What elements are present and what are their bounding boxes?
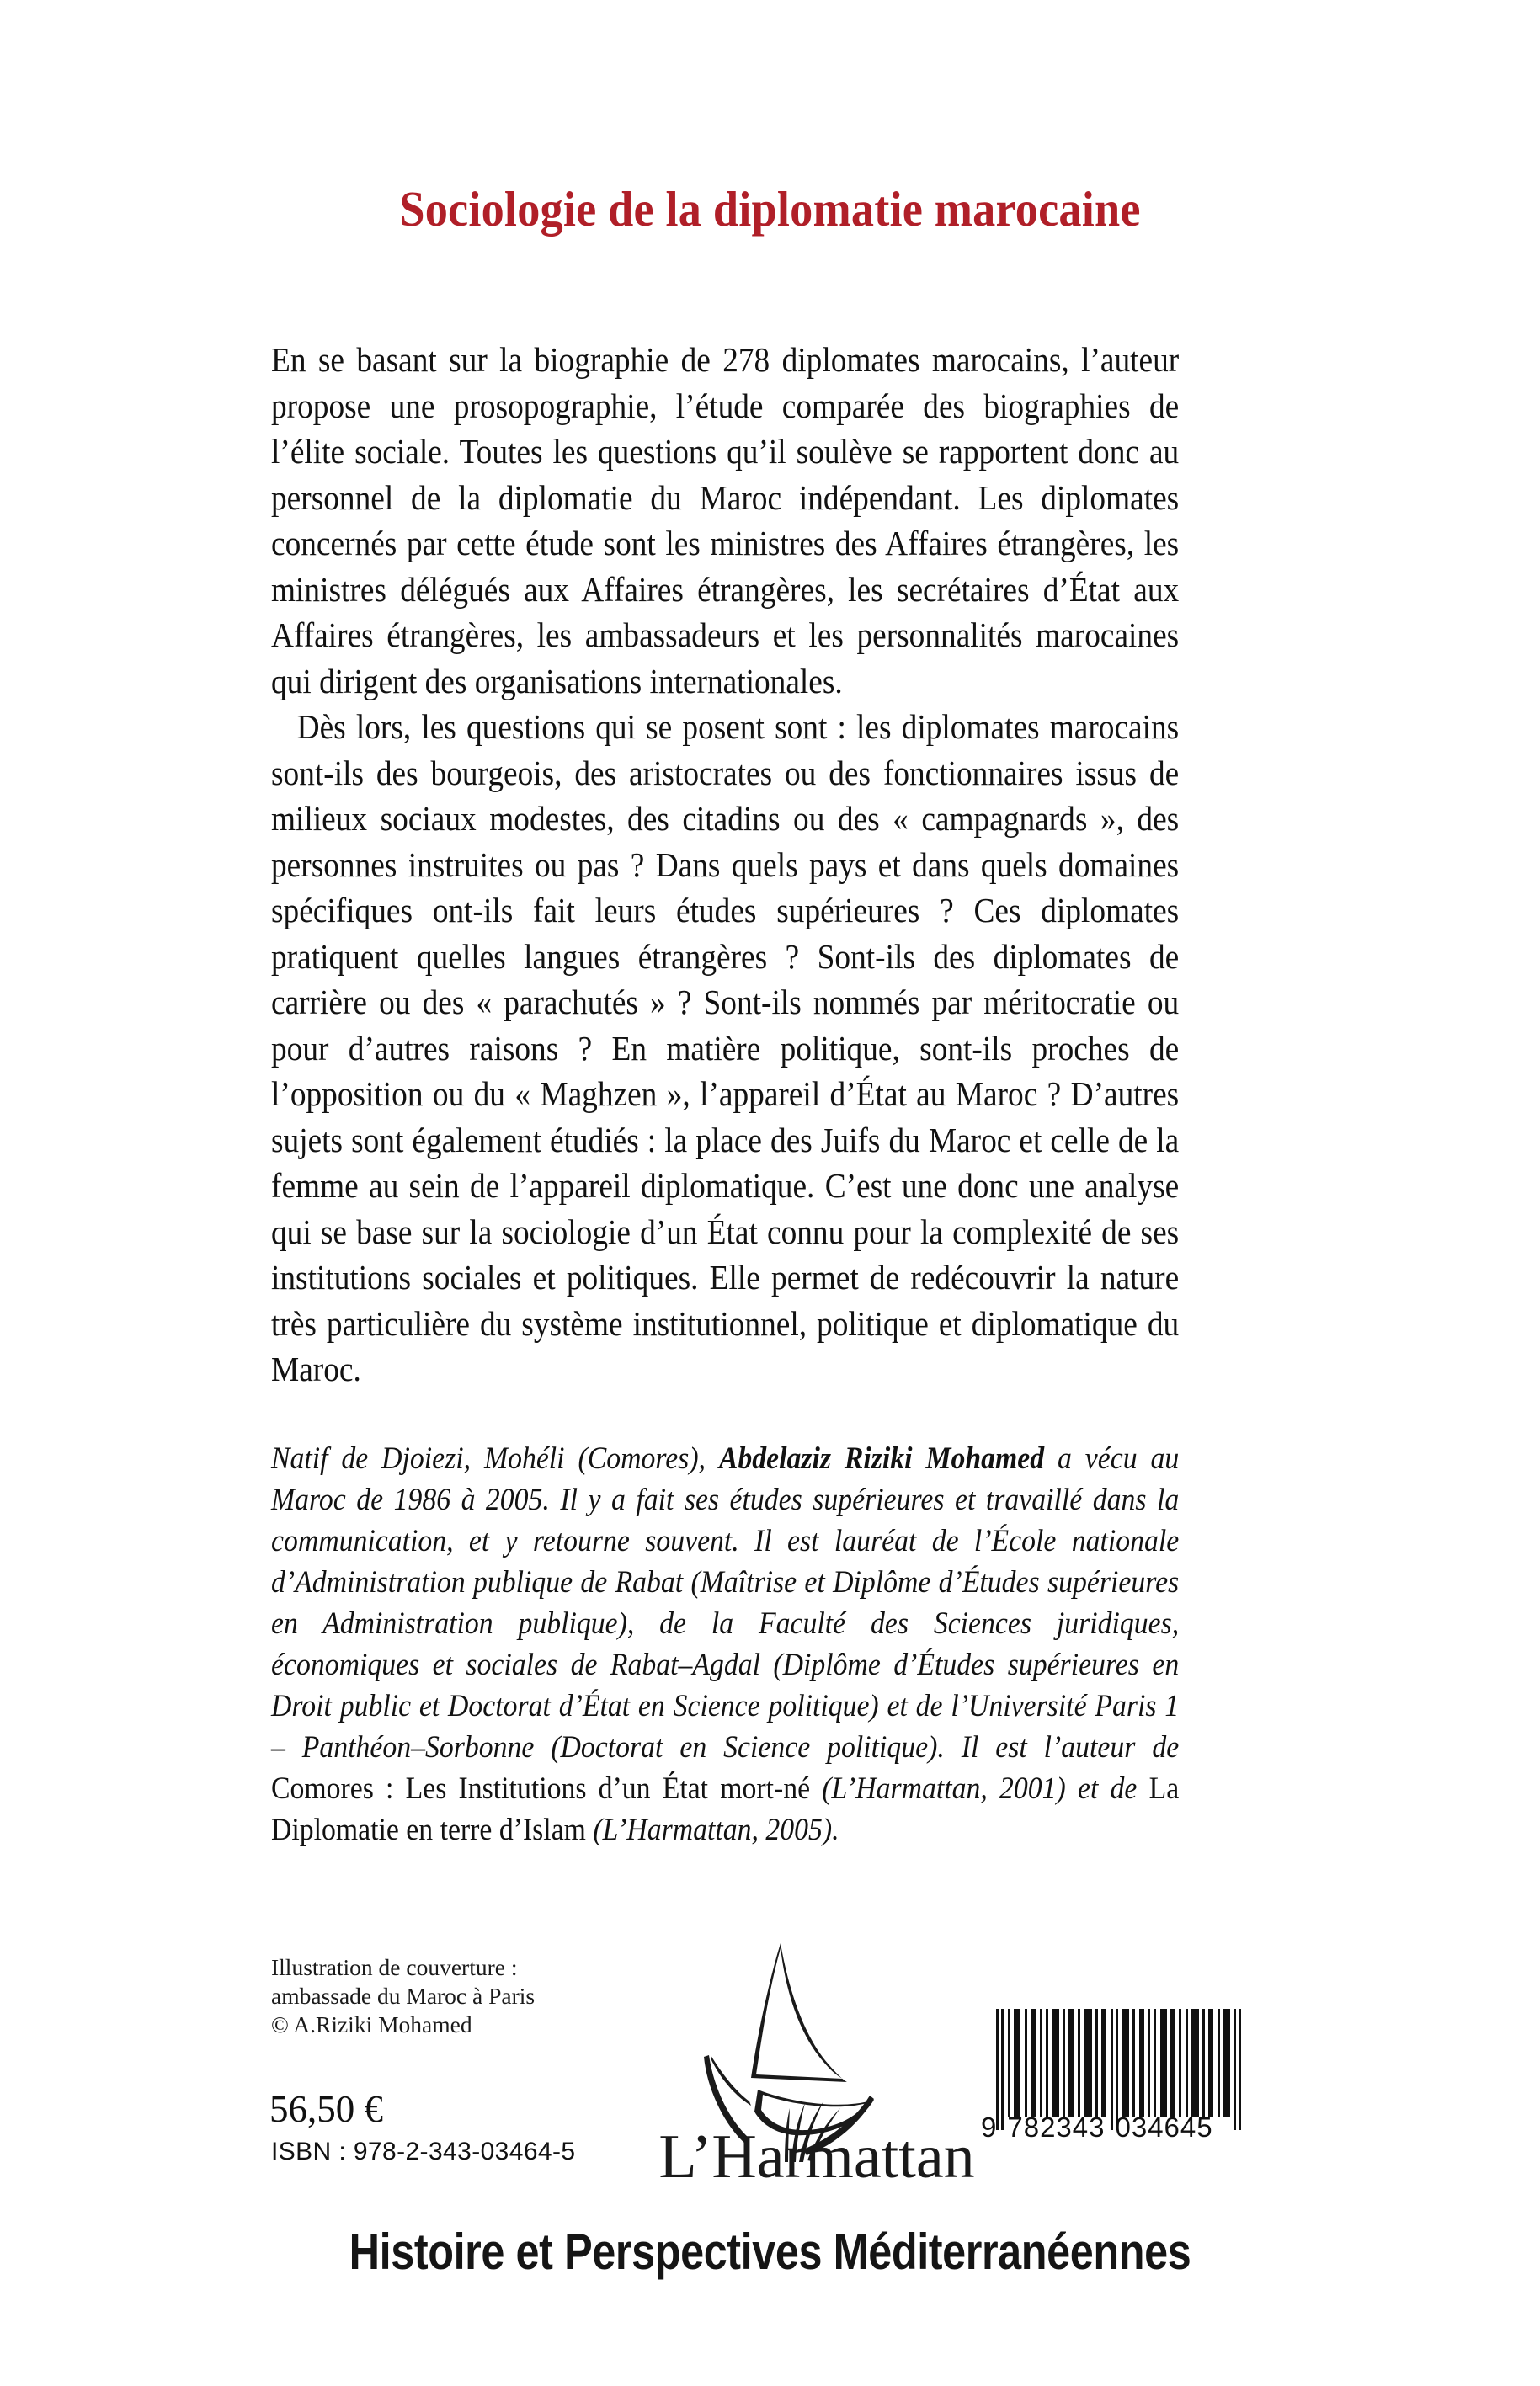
blurb-paragraph-2: Dès lors, les questions qui se posent sont : les diplomates marocains sont-ils des bourgeois, des aristocrates ou des fonctionnaires issus de milieux sociaux modestes, des citadins ou des « campagnards », des personnes instruites ou pas ? Dans quels pays et dans quels domaines spécifiques ont-ils fait leurs études supérieures ? Ces diplomates pratiquent quelles langues étrangères ? Sont-ils des diplomates de carrière ou des « parachutés » ? Sont-ils nommés par méritocratie ou pour d’autres raisons ? En matière politique, sont-ils proches de l’opposition ou du « Maghzen », l’appareil d’État au Maroc ? D’autres sujets sont également étudiés : la place des Juifs du Maroc et celle de la femme au sein de l’appareil diplomatique. C’est une donc une analyse qui se base sur la sociologie d’un État connu pour la complexité de ses institutions sociales et politiques. Elle permet de redécouvrir la nature très particulière du système institutionnel, politique et diplomatique du Maroc. bbox=[271, 707, 1180, 1388]
bio-body: a vécu au Maroc de 1986 à 2005. Il y a fait ses études supérieures et travaillé dans la communication, et y retourne souvent. Il est lauréat de l’École nationale d’Administration publique de Rabat (Maîtrise et Diplôme d’Études supérieures en Administration publique), de la Faculté des Sciences juridiques, économiques et sociales de Rabat–Agdal (Diplôme d’Études supérieures en Droit public et Doctorat d’État en Science politique) et de l’Université Paris 1 – Panthéon–Sorbonne (Doctorat en Science politique). Il est l’auteur de bbox=[271, 1441, 1180, 1765]
barcode-digits-left: 782343 bbox=[1007, 2112, 1106, 2143]
barcode-digit-lead: 9 bbox=[981, 2112, 998, 2143]
sailboat-icon bbox=[648, 1909, 985, 2187]
blurb-text bbox=[271, 337, 1179, 1393]
author-name: Abdelaziz Riziki Mohamed bbox=[718, 1441, 1045, 1476]
illustration-credit bbox=[271, 1953, 633, 2039]
page-title: Sociologie de la diplomatie marocaine bbox=[399, 181, 1141, 237]
price: 56,50 € bbox=[269, 2088, 383, 2130]
barcode-digits-right: 034645 bbox=[1115, 2112, 1213, 2143]
previous-work-2-reference: (L’Harmattan, 2005). bbox=[585, 1813, 839, 1847]
series-title: Histoire et Perspectives Méditerranéennes bbox=[349, 2224, 1191, 2280]
previous-work-1-title: Comores : Les Institutions d’un État mort-né bbox=[271, 1771, 811, 1806]
author-biography bbox=[271, 1438, 1179, 1851]
publisher-logo bbox=[648, 1909, 985, 2187]
barcode-digits bbox=[981, 2112, 1255, 2144]
bio-lead: Natif de Djoiezi, Mohéli (Comores), bbox=[271, 1441, 719, 1476]
illustration-credit-line-2: ambassade du Maroc à Paris bbox=[271, 1983, 536, 2009]
author-biography-paragraph bbox=[271, 1438, 1179, 1851]
barcode-bars bbox=[996, 2009, 1240, 2117]
isbn: ISBN : 978-2-343-03464-5 bbox=[271, 2138, 576, 2165]
illustration-credit-line-3: © A.Riziki Mohamed bbox=[271, 2011, 472, 2037]
previous-work-2-title: La Diplomatie en terre d’Islam bbox=[271, 1771, 1180, 1847]
illustration-credit-line-1: Illustration de couverture : bbox=[271, 1954, 518, 1980]
blurb-paragraph-1: En se basant sur la biographie de 278 diplomates marocains, l’auteur propose une prosopographie, l’étude comparée des biographies de l’élite sociale. Toutes les questions qu’il soulève se rapportent donc au personnel de la diplomatie du Maroc indépendant. Les diplomates concernés par cette étude sont les ministres des Affaires étrangères, les ministres délégués aux Affaires étrangères, les secrétaires d’État aux Affaires étrangères, les ambassadeurs et les personnalités marocaines qui dirigent des organisations internationales. bbox=[271, 340, 1180, 700]
previous-work-1-reference: (L’Harmattan, 2001) et de bbox=[810, 1771, 1149, 1806]
publisher-name: L’Harmattan bbox=[658, 2122, 975, 2187]
